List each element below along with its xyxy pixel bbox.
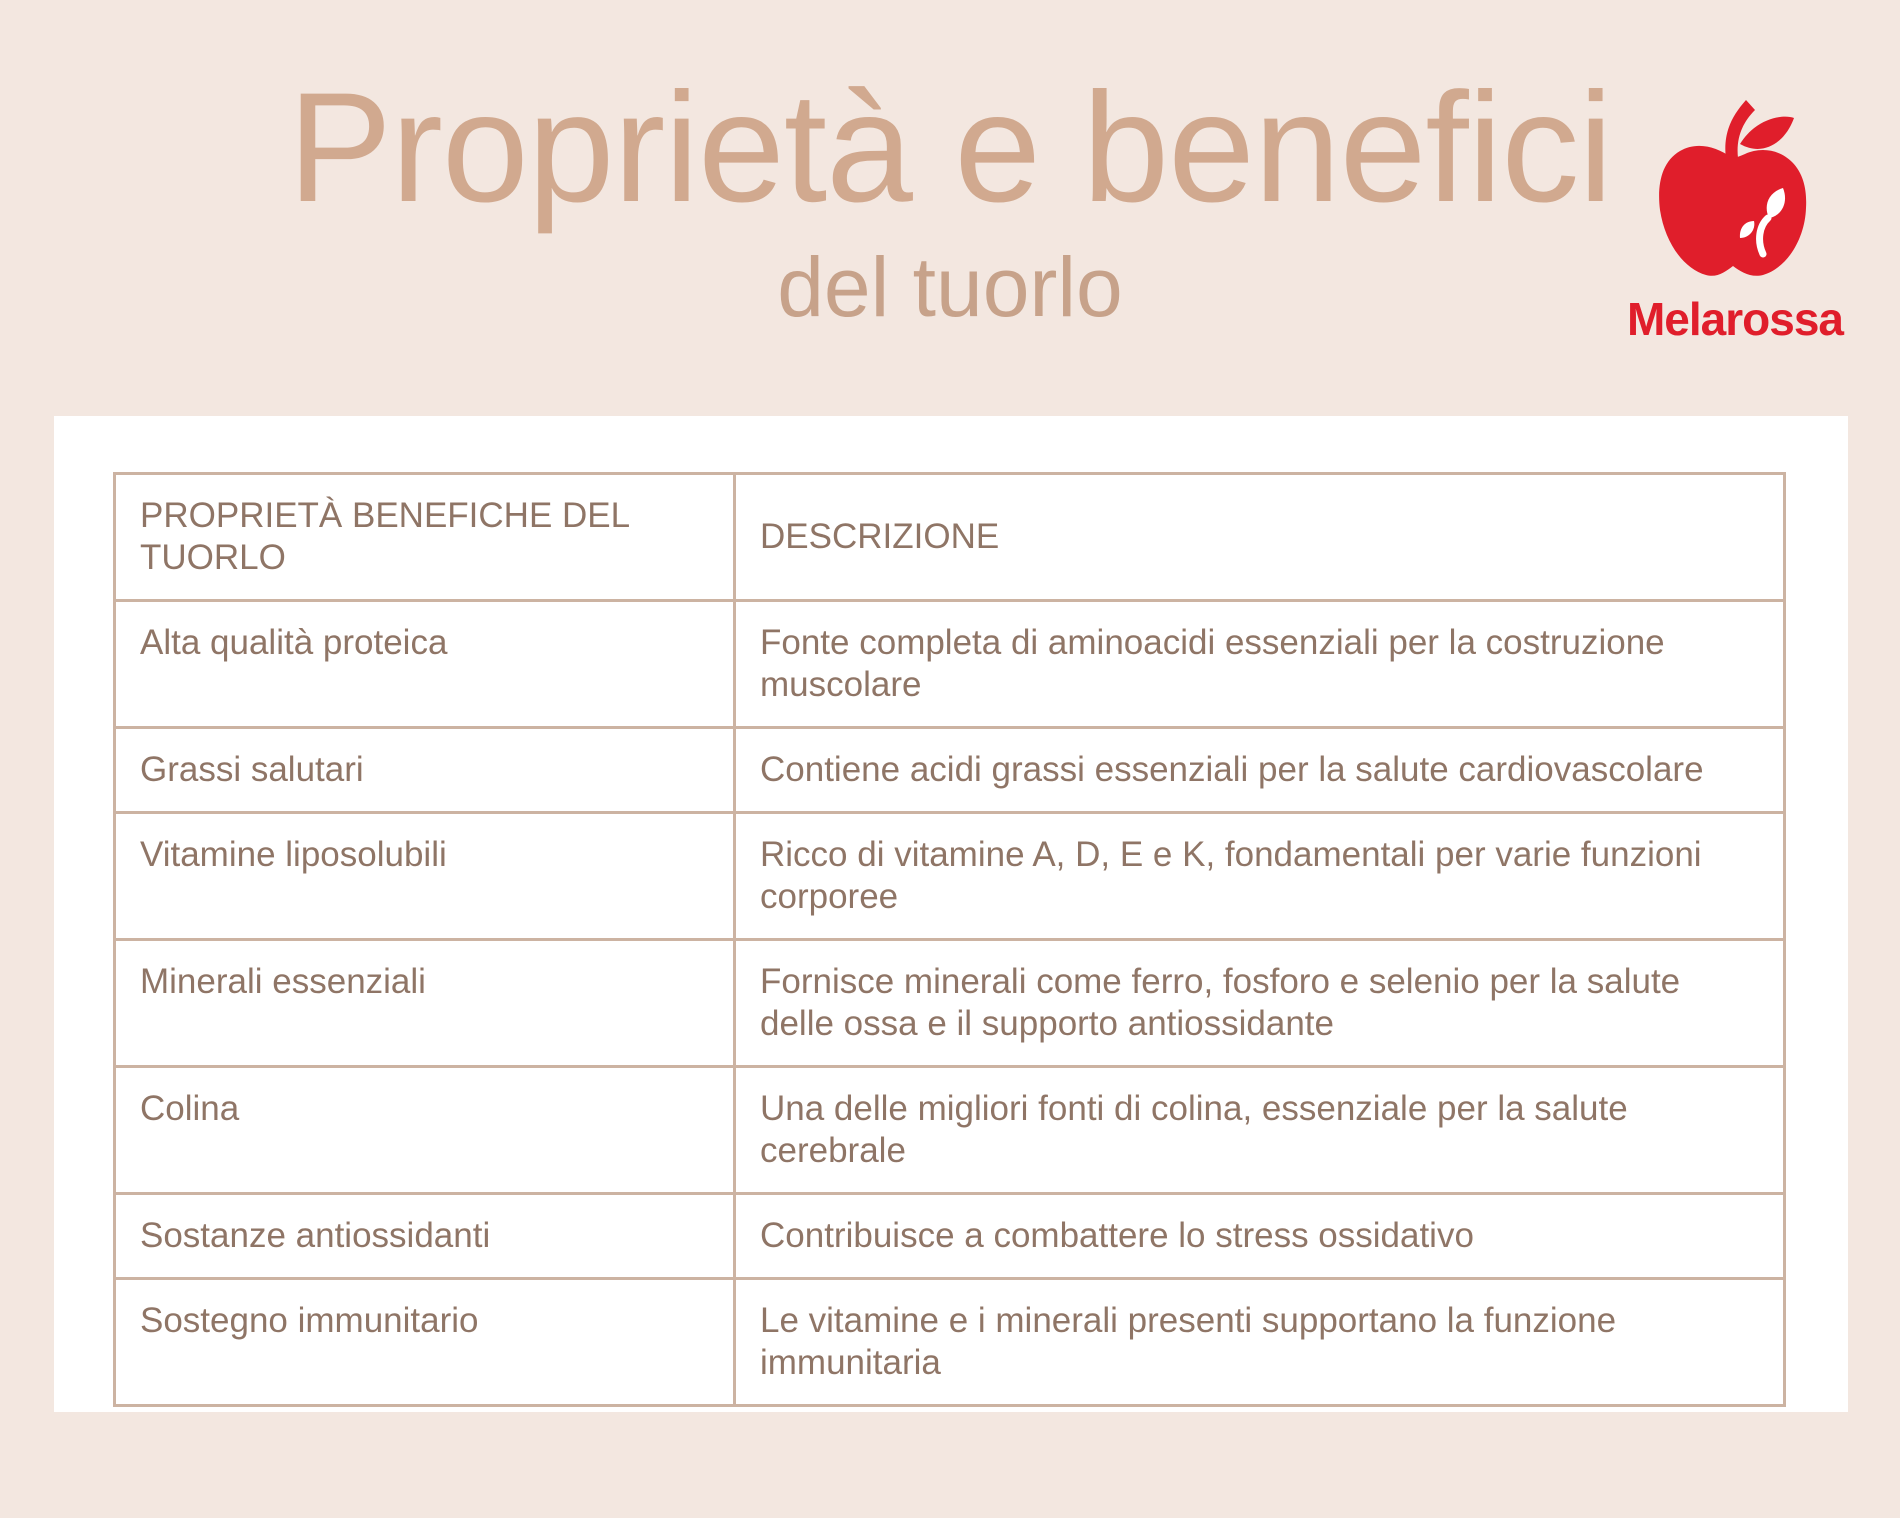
table-row [115, 728, 1785, 813]
property-cell: Sostegno immunitario [115, 1279, 735, 1406]
table-card [54, 416, 1848, 1412]
description-cell: Contiene acidi grassi essenziali per la salute cardiovascolare [735, 728, 1785, 813]
table-row [115, 1194, 1785, 1279]
column-header-description: DESCRIZIONE [735, 474, 1785, 601]
description-cell: Fornisce minerali come ferro, fosforo e selenio per la salute delle ossa e il supporto antiossidante [735, 940, 1785, 1067]
property-cell: Sostanze antiossidanti [115, 1194, 735, 1279]
melarossa-logo [1615, 100, 1855, 345]
table-row [115, 813, 1785, 940]
table-row [115, 940, 1785, 1067]
page-title: Proprietà e benefici [287, 61, 1613, 235]
property-cell: Vitamine liposolubili [115, 813, 735, 940]
property-cell: Minerali essenziali [115, 940, 735, 1067]
apple-logo-icon [1657, 100, 1807, 278]
description-cell: Una delle migliori fonti di colina, essenziale per la salute cerebrale [735, 1067, 1785, 1194]
benefits-table [113, 472, 1786, 1407]
table-row [115, 1067, 1785, 1194]
property-cell: Alta qualità proteica [115, 601, 735, 728]
column-header-property: PROPRIETÀ BENEFICHE DEL TUORLO [115, 474, 735, 601]
table-row [115, 1279, 1785, 1406]
brand-name: Melarossa [1626, 293, 1843, 345]
table-header-row [115, 474, 1785, 601]
description-cell: Fonte completa di aminoacidi essenziali per la costruzione muscolare [735, 601, 1785, 728]
description-cell: Contribuisce a combattere lo stress ossidativo [735, 1194, 1785, 1279]
description-cell: Le vitamine e i minerali presenti supportano la funzione immunitaria [735, 1279, 1785, 1406]
description-cell: Ricco di vitamine A, D, E e K, fondamentali per varie funzioni corporee [735, 813, 1785, 940]
page-subtitle: del tuorlo [777, 240, 1123, 334]
table-row [115, 601, 1785, 728]
property-cell: Colina [115, 1067, 735, 1194]
property-cell: Grassi salutari [115, 728, 735, 813]
